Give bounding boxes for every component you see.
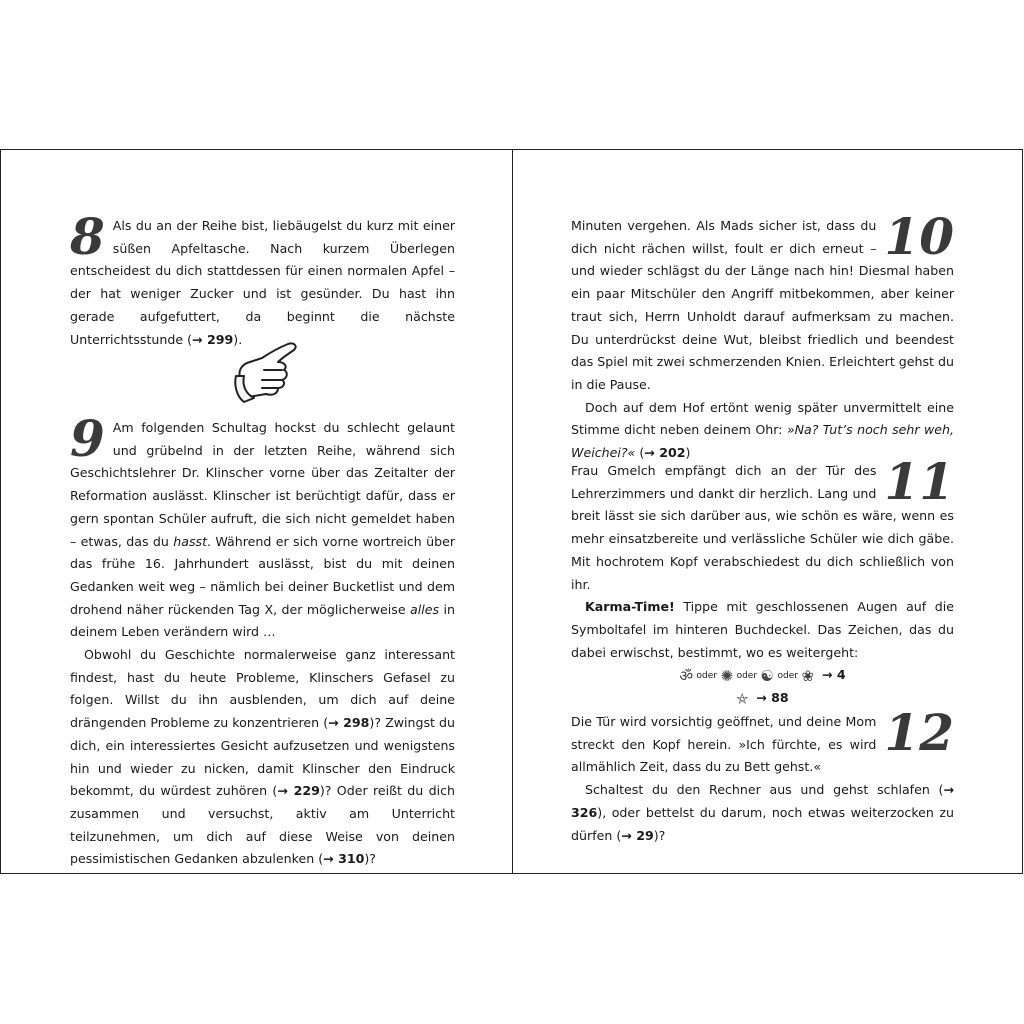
section-10-para-1: Minuten vergehen. Als Mads sicher ist, dass du dich nicht rächen willst, foult er dich erneut – und wieder schlägst du der Länge nach hin! Diesmal haben ein paar Mitschüler den Angriff mitbekommen, aber keiner traut sich, Herrn Unholdt darauf aufmerksam zu machen. Du unterdrückst deine Wut, bleibst friedlich und beendest das Spiel mit zwei schmerzenden Knien. Erleichtert gehst du in die Pause. bbox=[571, 218, 954, 392]
section-8-text: Als du an der Reihe bist, liebäugelst du kurz mit einer süßen Apfeltasche. Nach kurzem Überlegen entscheidest du dich stattdessen für einen normalen Apfel – der hat weniger Zucker und ist gesünder. Du hast ihn gerade aufgefuttert, da beginnt die nächste Unterrichtsstunde (→ 299). bbox=[70, 218, 455, 347]
section-10-para-2: Doch auf dem Hof ertönt wenig später unvermittelt eine Stimme dicht neben deinem Ohr: »Na? Tut’s noch sehr weh, Weichei?« (→ 202) bbox=[571, 399, 954, 461]
karma-time-para: Karma-Time! Tippe mit geschlossenen Augen auf die Symboltafel im hinteren Buchdeckel. Das Zeichen, das du dabei erwischst, bestimmt, wo es weitergeht: bbox=[571, 599, 954, 660]
lotus-icon: ❀ bbox=[801, 667, 815, 686]
right-page bbox=[513, 150, 1024, 873]
karma-symbols-row-2: ⛤ → 88 bbox=[736, 690, 789, 709]
pointing-hand-icon bbox=[232, 340, 302, 406]
section-9-para-1: Am folgenden Schultag hockst du schlecht gelaunt und grübelnd in der letzten Reihe, während sich Geschichtslehrer Dr. Klinscher vorne über das Zeitalter der Reformation auslässt. Klinscher ist berüchtigt dafür, dass er gern spontan Schüler aufruft, die sich nicht gemeldet haben – etwas, das du hasst. Während er sich vorne wortreich über das frühe 16. Jahrhundert auslässt, bist du mit deinen Gedanken weit weg – nämlich bei deiner Bucketlist und dem drohend näher rückenden Tag X, der möglicherweise alles in deinem Leben verändern wird … bbox=[70, 420, 456, 640]
section-number-8: 8 bbox=[70, 207, 105, 266]
karma-symbols-row-1: ॐ oder ✺ oder ☯ oder ❀ → 4 bbox=[679, 667, 846, 686]
om-icon: ॐ bbox=[679, 667, 694, 686]
ref-310[interactable]: 310 bbox=[338, 851, 365, 867]
section-number-12: 12 bbox=[884, 703, 954, 762]
ref-4[interactable]: 4 bbox=[836, 667, 846, 683]
ref-229[interactable]: 229 bbox=[293, 783, 320, 799]
ref-299[interactable]: 299 bbox=[207, 331, 234, 347]
section-12-para-2: Schaltest du den Rechner aus und gehst schlafen (→ 326), oder bettelst du darum, noch etwas weiterzocken zu dürfen (→ 29)? bbox=[571, 782, 954, 843]
ref-326[interactable]: 326 bbox=[571, 804, 598, 820]
section-8 bbox=[70, 207, 455, 351]
ref-88[interactable]: 88 bbox=[771, 690, 789, 706]
sun-icon: ✺ bbox=[720, 667, 734, 686]
section-number-10: 10 bbox=[884, 207, 954, 266]
section-10 bbox=[571, 207, 954, 465]
section-number-11: 11 bbox=[884, 452, 954, 511]
section-11-para-1: Frau Gmelch empfängt dich an der Tür des Lehrerzimmers und dankt dir herzlich. Lang und breit lässt sie sich darüber aus, wie schön es wäre, wenn es mehr einsatzbereite und verlässliche Schüler wie dich gäbe. Mit hochrotem Kopf verabschiedest du dich schließlich von ihr. bbox=[571, 463, 954, 592]
section-12 bbox=[571, 703, 954, 847]
karma-time-label: Karma-Time! bbox=[585, 599, 675, 615]
section-number-9: 9 bbox=[70, 409, 105, 468]
left-page bbox=[1, 150, 513, 873]
book-spread bbox=[0, 149, 1023, 874]
section-12-para-1: Die Tür wird vorsichtig geöffnet, und deine Mom streckt den Kopf herein. »Ich fürchte, es wird allmählich Zeit, dass du zu Bett gehst.« bbox=[571, 714, 877, 775]
pentagram-icon: ⛤ bbox=[736, 690, 749, 709]
ref-298[interactable]: 298 bbox=[343, 715, 370, 731]
section-9-para-2: Obwohl du Geschichte normalerweise ganz interessant findest, hast du heute Probleme, Klinschers Gefasel zu folgen. Willst du ihn ausblenden, um dich auf deine drängenden Probleme zu konzentrieren (→ 298)? Zwingst du dich, ein interessiertes Gesicht aufzusetzen und wenigstens hin und wieder zu nicken, damit Klinscher den Eindruck bekommt, du würdest zuhören (→ 229)? Oder reißt du dich zusammen und versuchst, aktiv am Unterricht teilzunehmen, um dich auf diese Weise von deinen pessimistischen Gedanken abzulenken (→ 310)? bbox=[70, 647, 455, 867]
section-9 bbox=[70, 409, 456, 871]
ref-202[interactable]: 202 bbox=[659, 445, 686, 461]
yin-yang-icon: ☯ bbox=[760, 667, 774, 686]
ref-29[interactable]: 29 bbox=[636, 827, 654, 843]
